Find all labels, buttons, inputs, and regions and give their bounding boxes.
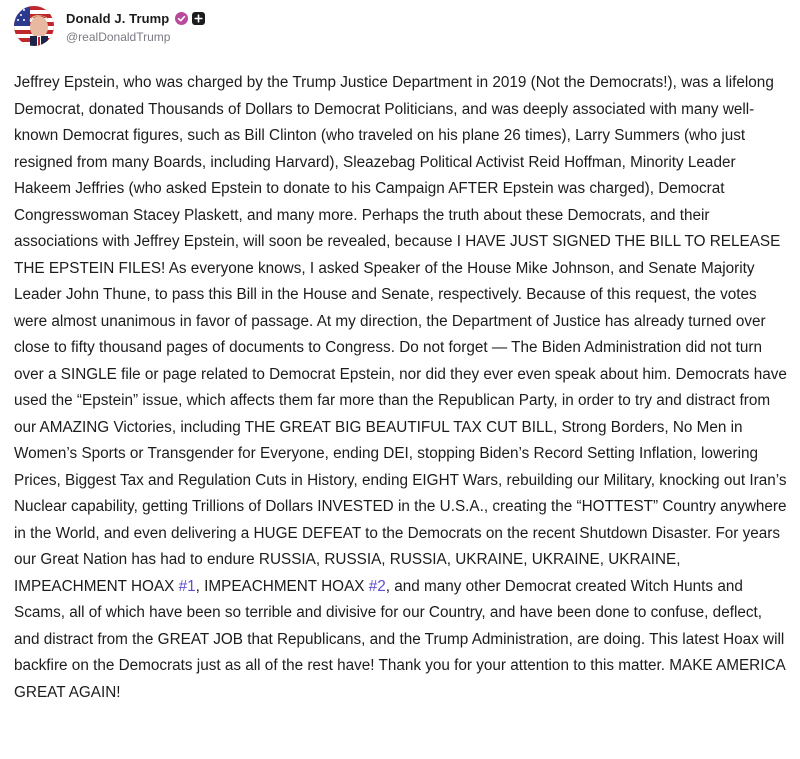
plus-badge-icon [192, 12, 205, 25]
post-text [14, 70, 790, 706]
post-header [14, 4, 205, 48]
avatar[interactable] [14, 6, 54, 46]
author-handle[interactable]: @realDonaldTrump [66, 29, 171, 44]
author-identity [66, 9, 205, 44]
post-text-part-3: , and many other Democrat created Witch Hunts and Scams, all of which have been so terrible and divisive for our Country, and have been done to confuse, deflect, and distract from the GREAT JOB that Republicans, and the Trump Administration, are doing. This latest Hoax will backfire on the Democrats just as all of the rest have! Thank you for your attention to this matter. MAKE AMERICA GREAT AGAIN! [14, 577, 785, 701]
hashtag-link-2[interactable]: #2 [368, 577, 386, 595]
avatar-flag-portrait-icon [14, 6, 54, 46]
post-text-part-1: Jeffrey Epstein, who was charged by the Trump Justice Department in 2019 (Not the Democrats!), was a lifelong Democrat, donated Thousands of Dollars to Democrat Politicians, and was deeply associated with many well-known Democrat figures, such as Bill Clinton (who traveled on his plane 26 times), Larry Summers (who just resigned from many Boards, including Harvard), Sleazebag Political Activist Reid Hoffman, Minority Leader Hakeem Jeffries (who asked Epstein to donate to his Campaign AFTER Epstein was charged), Democrat Congresswoman Stacey Plaskett, and many more. Perhaps the truth about these Democrats, and their associations with Jeffrey Epstein, will soon be revealed, because I HAVE JUST SIGNED THE BILL TO RELEASE THE EPSTEIN FILES! As everyone knows, I asked Speaker of the House Mike Johnson, and Senate Majority Leader John Thune, to pass this Bill in the House and Senate, respectively. Because of this request, the votes were almost unanimous in favor of passage. At my direction, the Department of Justice has already turned over close to fifty thousand pages of documents to Congress. Do not forget — The Biden Administration did not turn over a SINGLE file or page related to Democrat Epstein, nor did they ever even speak about him. Democrats have used the “Epstein” issue, which affects them far more than the Republican Party, in order to try and distract from our AMAZING Victories, including THE GREAT BIG BEAUTIFUL TAX CUT BILL, Strong Borders, No Men in Women’s Sports or Transgender for Everyone, ending DEI, stopping Biden’s Record Setting Inflation, lowering Prices, Biggest Tax and Regulation Cuts in History, ending EIGHT Wars, rebuilding our Military, knocking out Iran’s Nuclear capability, getting Trillions of Dollars INVESTED in the U.S.A., creating the “HOTTEST” Country anywhere in the World, and even delivering a HUGE DEFEAT to the Democrats on the recent Shutdown Disaster. For years our Great Nation has had to endure RUSSIA, RUSSIA, RUSSIA, UKRAINE, UKRAINE, UKRAINE, IMPEACHMENT HOAX [14, 74, 787, 595]
author-display-name[interactable]: Donald J. Trump [66, 11, 170, 26]
post-text-part-2: , IMPEACHMENT HOAX [195, 577, 369, 595]
author-name-row [66, 9, 205, 29]
verified-badge-icon [175, 12, 188, 25]
hashtag-link-1[interactable]: #1 [178, 577, 196, 595]
